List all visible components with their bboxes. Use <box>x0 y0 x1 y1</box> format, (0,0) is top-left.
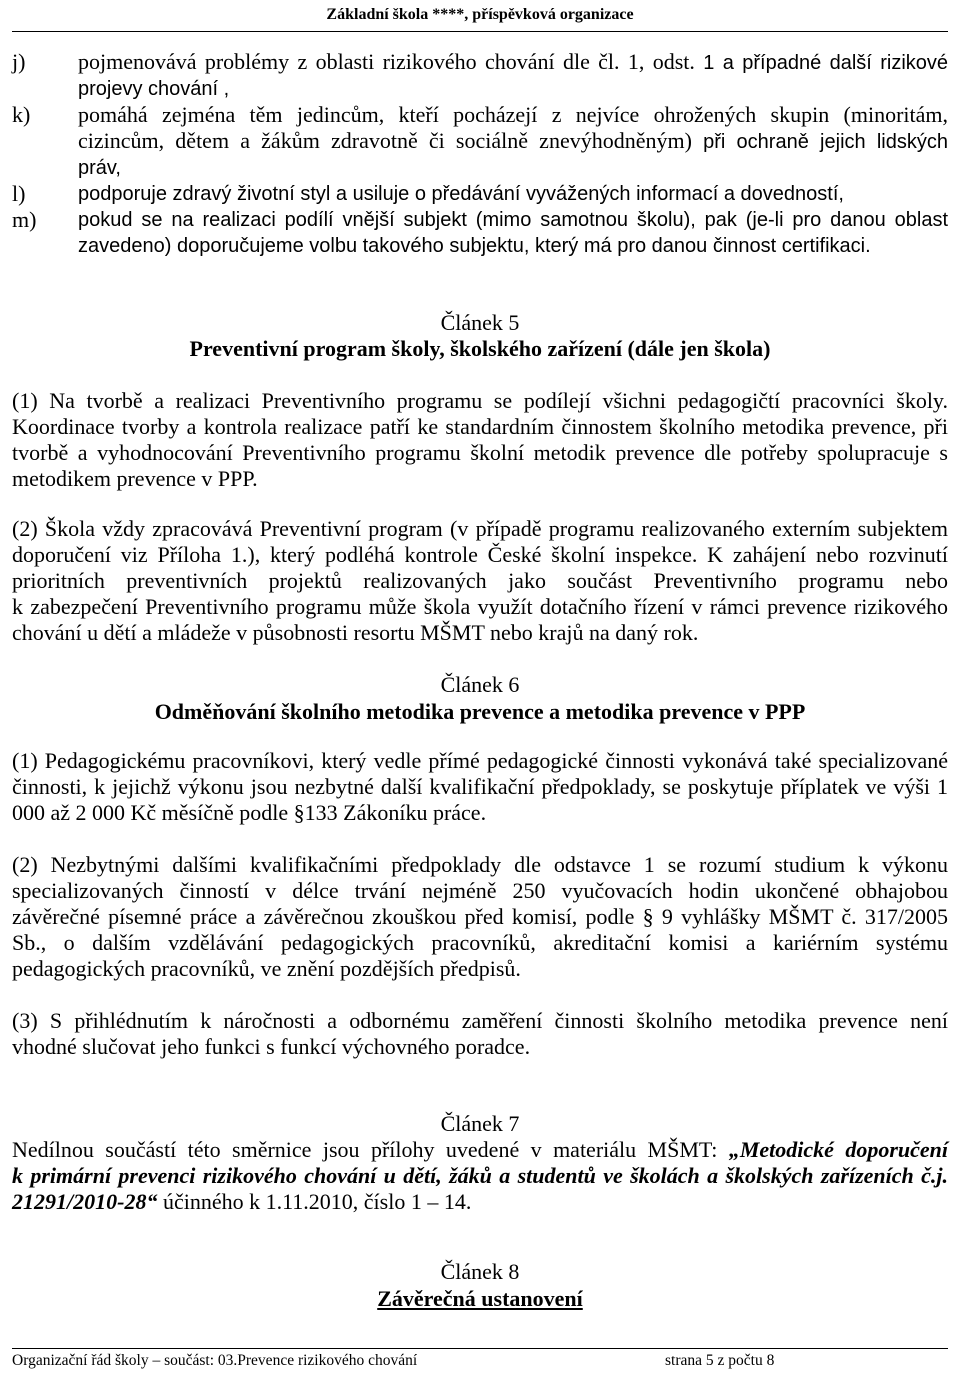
article-8-heading: Článek 8 <box>440 1259 520 1284</box>
list-item <box>12 207 948 259</box>
article-8-title-wrap <box>12 1286 948 1312</box>
paragraph <box>12 1008 948 1060</box>
text-line: vhodné slučovat jeho funkci s funkcí výchovného poradce. <box>12 1034 531 1059</box>
text-line: specializovaných činností v délce trvání nejméně 250 vyučovacích hodin ukončené obhajobou <box>12 878 948 903</box>
emphasis-text: k primární prevenci rizikového chování u dětí, žáků a studentů ve školách a školských zařízeních č.j. <box>12 1163 948 1188</box>
article-8-title: Závěrečná ustanovení <box>377 1286 583 1311</box>
text-line: prioritních preventivních projektů realizovaných jako součást Preventivního programu nebo <box>12 568 948 593</box>
text-segment: při ochraně jejich lidských <box>703 131 948 153</box>
text-line: metodikem prevence v PPP. <box>12 466 258 491</box>
article-6-title: Odměňování školního metodika prevence a metodika prevence v PPP <box>154 699 806 724</box>
list-item-label: j) <box>12 49 26 74</box>
header-rule <box>12 31 948 32</box>
text-line: závěrečné písemné práce a závěrečnou zkouškou před komisí, podle § 9 vyhlášky MŠMT č. 317/2005 <box>12 904 948 929</box>
text-line: chování u dětí a mládeže v působnosti resortu MŠMT nebo krajů na daný rok. <box>12 620 699 645</box>
text-line: podporuje zdravý životní styl a usiluje o předávání vyvážených informací a dovedností, <box>78 183 844 205</box>
list-item-label: l) <box>12 181 26 206</box>
paragraph <box>12 852 948 982</box>
text-line: pedagogických pracovníků, ve znění pozdějších předpisů. <box>12 956 521 981</box>
text-line <box>78 49 948 76</box>
paragraph <box>12 748 948 826</box>
emphasis-text: 21291/2010-28“ <box>12 1189 158 1214</box>
article-5-title: Preventivní program školy, školského zařízení (dále jen škola) <box>189 336 771 361</box>
text-line: (1) Na tvorbě a realizaci Preventivního programu se podílejí všichni pedagogičtí pracovníci školy. <box>12 388 948 413</box>
text-line: práv, <box>78 157 121 179</box>
list-item-label: k) <box>12 102 31 127</box>
footer-rule <box>12 1348 948 1349</box>
text-segment: účinného k 1.11.2010, číslo 1 – 14. <box>162 1189 472 1214</box>
text-segment: pojmenovává problémy z oblasti rizikového chování dle čl. 1, odst. <box>78 49 695 74</box>
criteria-list <box>12 49 948 259</box>
text-line: (2) Škola vždy zpracovává Preventivní program (v případě programu realizovaného externím subjektem <box>12 516 948 541</box>
list-item <box>12 181 948 207</box>
page-header-title: Základní škola ****, příspěvková organizace <box>326 6 634 23</box>
text-line: 000 až 2 000 Kč měsíčně podle §133 Zákoníku práce. <box>12 800 487 825</box>
text-segment: cizincům, dětem a žákům zdravotně či sociálně znevýhodněným) <box>78 128 692 153</box>
list-item-text <box>78 49 948 102</box>
text-line: Koordinace tvorby a kontrola realizace patří ke standardním činnostem školního metodika prevence, při <box>12 414 948 439</box>
text-line: činnosti, k jejichž výkonu jsou nezbytné další kvalifikační předpoklady, se poskytuje příplatek ve výši 1 <box>12 774 948 799</box>
text-line: tvorbě a vyhodnocování Preventivního programu školní metodik prevence dle potřeby spolupracuje s <box>12 440 948 465</box>
list-item-label: m) <box>12 207 37 232</box>
text-line: pomáhá zejména těm jedincům, kteří pocházejí z nejvíce ohrožených skupin (minoritám, <box>78 102 948 127</box>
list-item-text <box>78 102 948 181</box>
text-line <box>12 1189 948 1215</box>
text-line: zavedeno) doporučujeme volbu takového subjektu, který má pro danou činnost certifikaci. <box>78 235 871 257</box>
text-line: pokud se na realizaci podílí vnější subjekt (mimo samotnou školu), pak (je-li pro danou oblast <box>78 209 948 231</box>
footer-document-name: Organizační řád školy – součást: 03.Prevence rizikového chování <box>12 1352 418 1369</box>
text-line: doporučení viz Příloha 1.), který podléhá kontrole České školní inspekce. K zahájení nebo rozvinutí <box>12 542 948 567</box>
text-segment: Nedílnou součástí této směrnice jsou přílohy uvedené v materiálu MŠMT: <box>12 1137 718 1162</box>
emphasis-text: „Metodické doporučení <box>728 1137 948 1162</box>
text-line: (1) Pedagogickému pracovníkovi, který vedle přímé pedagogické činnosti vykonává také specializované <box>12 748 948 773</box>
paragraph <box>12 516 948 646</box>
text-line: (3) S přihlédnutím k náročnosti a odbornému zaměření činnosti školního metodika prevence není <box>12 1008 948 1033</box>
paragraph <box>12 388 948 492</box>
text-line: Sb., o dalším vzdělávání pedagogických pracovníků, akreditační komisi a kariérním systému <box>12 930 948 955</box>
article-7-heading: Článek 7 <box>440 1111 520 1136</box>
list-item-text <box>78 207 948 259</box>
text-line: (2) Nezbytnými dalšími kvalifikačními předpoklady dle odstavce 1 se rozumí studium k výkonu <box>12 852 948 877</box>
text-segment: 1 a případné další rizikové <box>703 52 949 74</box>
footer-page-number: strana 5 z počtu 8 <box>665 1352 775 1369</box>
article-6-heading: Článek 6 <box>440 672 520 697</box>
paragraph <box>12 1137 948 1215</box>
text-line: projevy chování , <box>78 78 230 100</box>
list-item <box>12 49 948 102</box>
article-5-heading: Článek 5 <box>440 310 520 335</box>
list-item-text <box>78 181 948 207</box>
list-item <box>12 102 948 181</box>
text-line <box>12 1137 948 1163</box>
text-line: k zabezpečení Preventivního programu může škola využít dotačního řízení v rámci prevence rizikového <box>12 594 948 619</box>
text-line <box>78 128 948 155</box>
